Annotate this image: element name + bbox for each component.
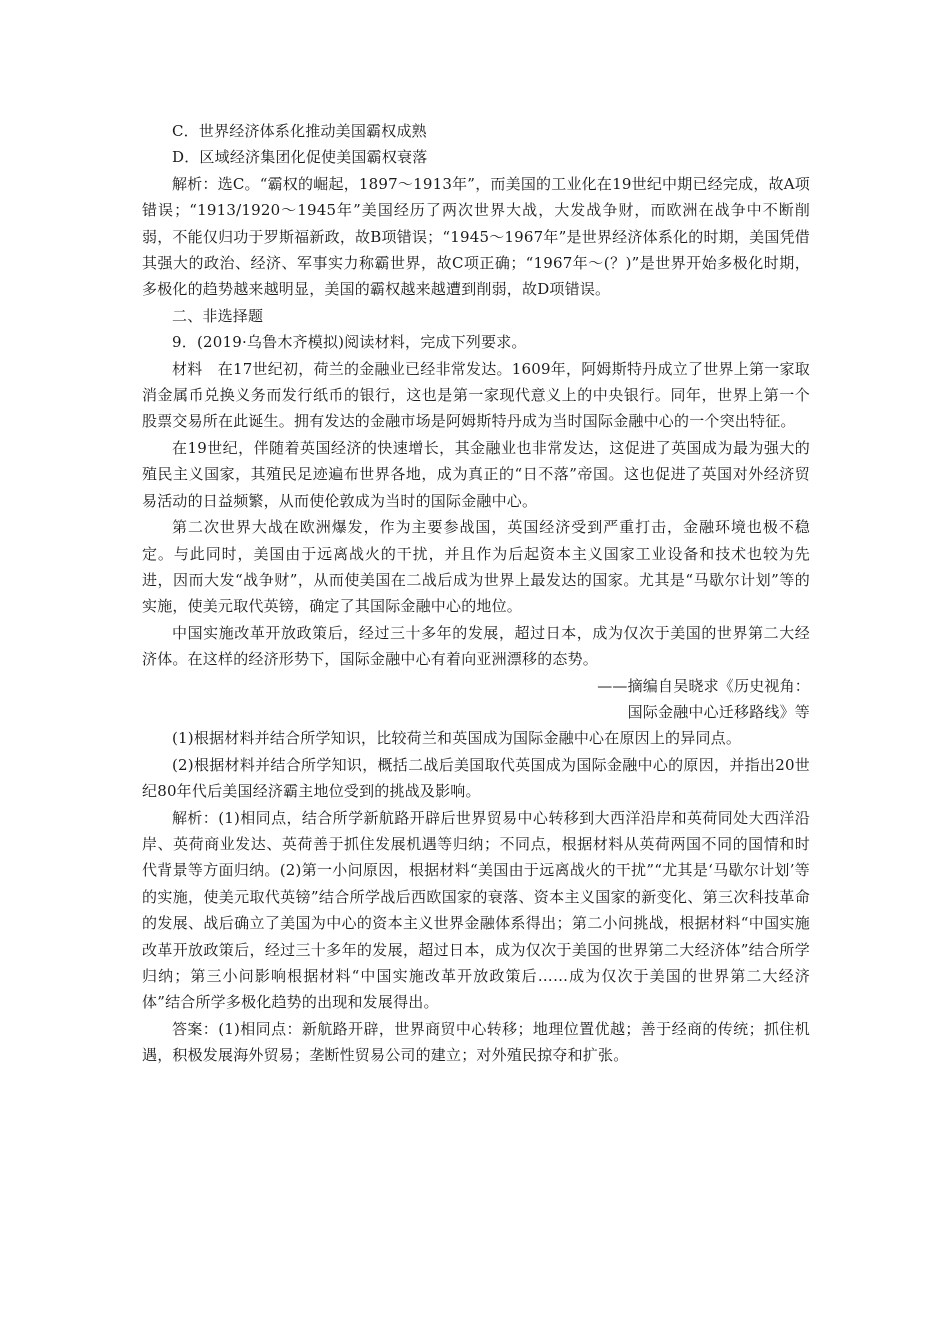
- requirement-1: (1)根据材料并结合所学知识，比较荷兰和英国成为国际金融中心在原因上的异同点。: [172, 729, 742, 748]
- material-paragraph-4: 中国实施改革开放政策后，经过三十多年的发展，超过日本，成为仅次于美国的世界第二大经济体。在这样的经济形势下，国际金融中心有着向亚洲漂移的态势。: [142, 623, 810, 669]
- source-citation-line-1: ——摘编自吴晓求《历史视角：: [597, 676, 810, 695]
- analysis-question-8: 解析：选C。“霸权的崛起，1897～1913年”，而美国的工业化在19世纪中期已经完成，故A项错误；“1913/1920～1945年”美国经历了两次世界大战，大发战争财，而欧洲在战争中不断削弱，不能仅归功于罗斯福新政，故B项错误；“1945～1967年”是世界经济体系化的时期，美国凭借其强大的政治、经济、军事实力称霸世界，故C项正确；“1967年～(？)”是世界开始多极化时期，多极化的趋势越来越明显，美国的霸权越来越遭到削弱，故D项错误。: [142, 174, 810, 299]
- material-paragraph-1: 材料 在17世纪初，荷兰的金融业已经非常发达。1609年，阿姆斯特丹成立了世界上第一家取消金属币兑换义务而发行纸币的银行，这也是第一家现代意义上的中央银行。同年，世界上第一个股票交易所在此诞生。拥有发达的金融市场是阿姆斯特丹成为当时国际金融中心的一个突出特征。: [142, 359, 810, 431]
- answer-question-9: 答案：(1)相同点：新航路开辟，世界商贸中心转移；地理位置优越；善于经商的传统；抓住机遇，积极发展海外贸易；垄断性贸易公司的建立；对外殖民掠夺和扩张。: [142, 1019, 810, 1065]
- source-citation-line-2: 国际金融中心迁移路线》等: [627, 702, 810, 721]
- material-paragraph-3: 第二次世界大战在欧洲爆发，作为主要参战国，英国经济受到严重打击，金融环境也极不稳定。与此同时，美国由于远离战火的干扰，并且作为后起资本主义国家工业设备和技术也较为先进，因而大发“战争财”，从而使美国在二战后成为世界上最发达的国家。尤其是“马歇尔计划”等的实施，使美元取代英镑，确定了其国际金融中心的地位。: [142, 518, 810, 616]
- requirement-2: (2)根据材料并结合所学知识，概括二战后美国取代英国成为国际金融中心的原因，并指出20世纪80年代后美国经济霸主地位受到的挑战及影响。: [142, 755, 810, 801]
- option-d: D．区域经济集团化促使美国霸权衰落: [172, 148, 428, 167]
- option-c: C．世界经济体系化推动美国霸权成熟: [172, 122, 427, 140]
- question-9-stem: 9．(2019·乌鲁木齐模拟)阅读材料，完成下列要求。: [172, 333, 527, 352]
- material-paragraph-2: 在19世纪，伴随着英国经济的快速增长，其金融业也非常发达，这促进了英国成为最为强大的殖民主义国家，其殖民足迹遍布世界各地，成为真正的“日不落”帝国。这也促进了英国对外经济贸易活动的日益频繁，从而使伦敦成为当时的国际金融中心。: [142, 438, 810, 510]
- section-title: 二、非选择题: [172, 306, 264, 325]
- analysis-question-9: 解析：(1)相同点，结合所学新航路开辟后世界贸易中心转移到大西洋沿岸和英荷同处大西洋沿岸、英荷商业发达、英荷善于抓住发展机遇等归纳；不同点，根据材料从英荷两国不同的国情和时代背景等方面归纳。(2)第一小问原因，根据材料“美国由于远离战火的干扰”“尤其是‘马歇尔计划’等的实施，使美元取代英镑”结合所学战后西欧国家的衰落、资本主义国家的新变化、第三次科技革命的发展、战后确立了美国为中心的资本主义世界金融体系得出；第二小问挑战，根据材料“中国实施改革开放政策后，经过三十多年的发展，超过日本，成为仅次于美国的世界第二大经济体”结合所学归纳；第三小问影响根据材料“中国实施改革开放政策后……成为仅次于美国的世界第二大经济体”结合所学多极化趋势的出现和发展得出。: [142, 808, 810, 1012]
- document-page: [142, 118, 810, 1069]
